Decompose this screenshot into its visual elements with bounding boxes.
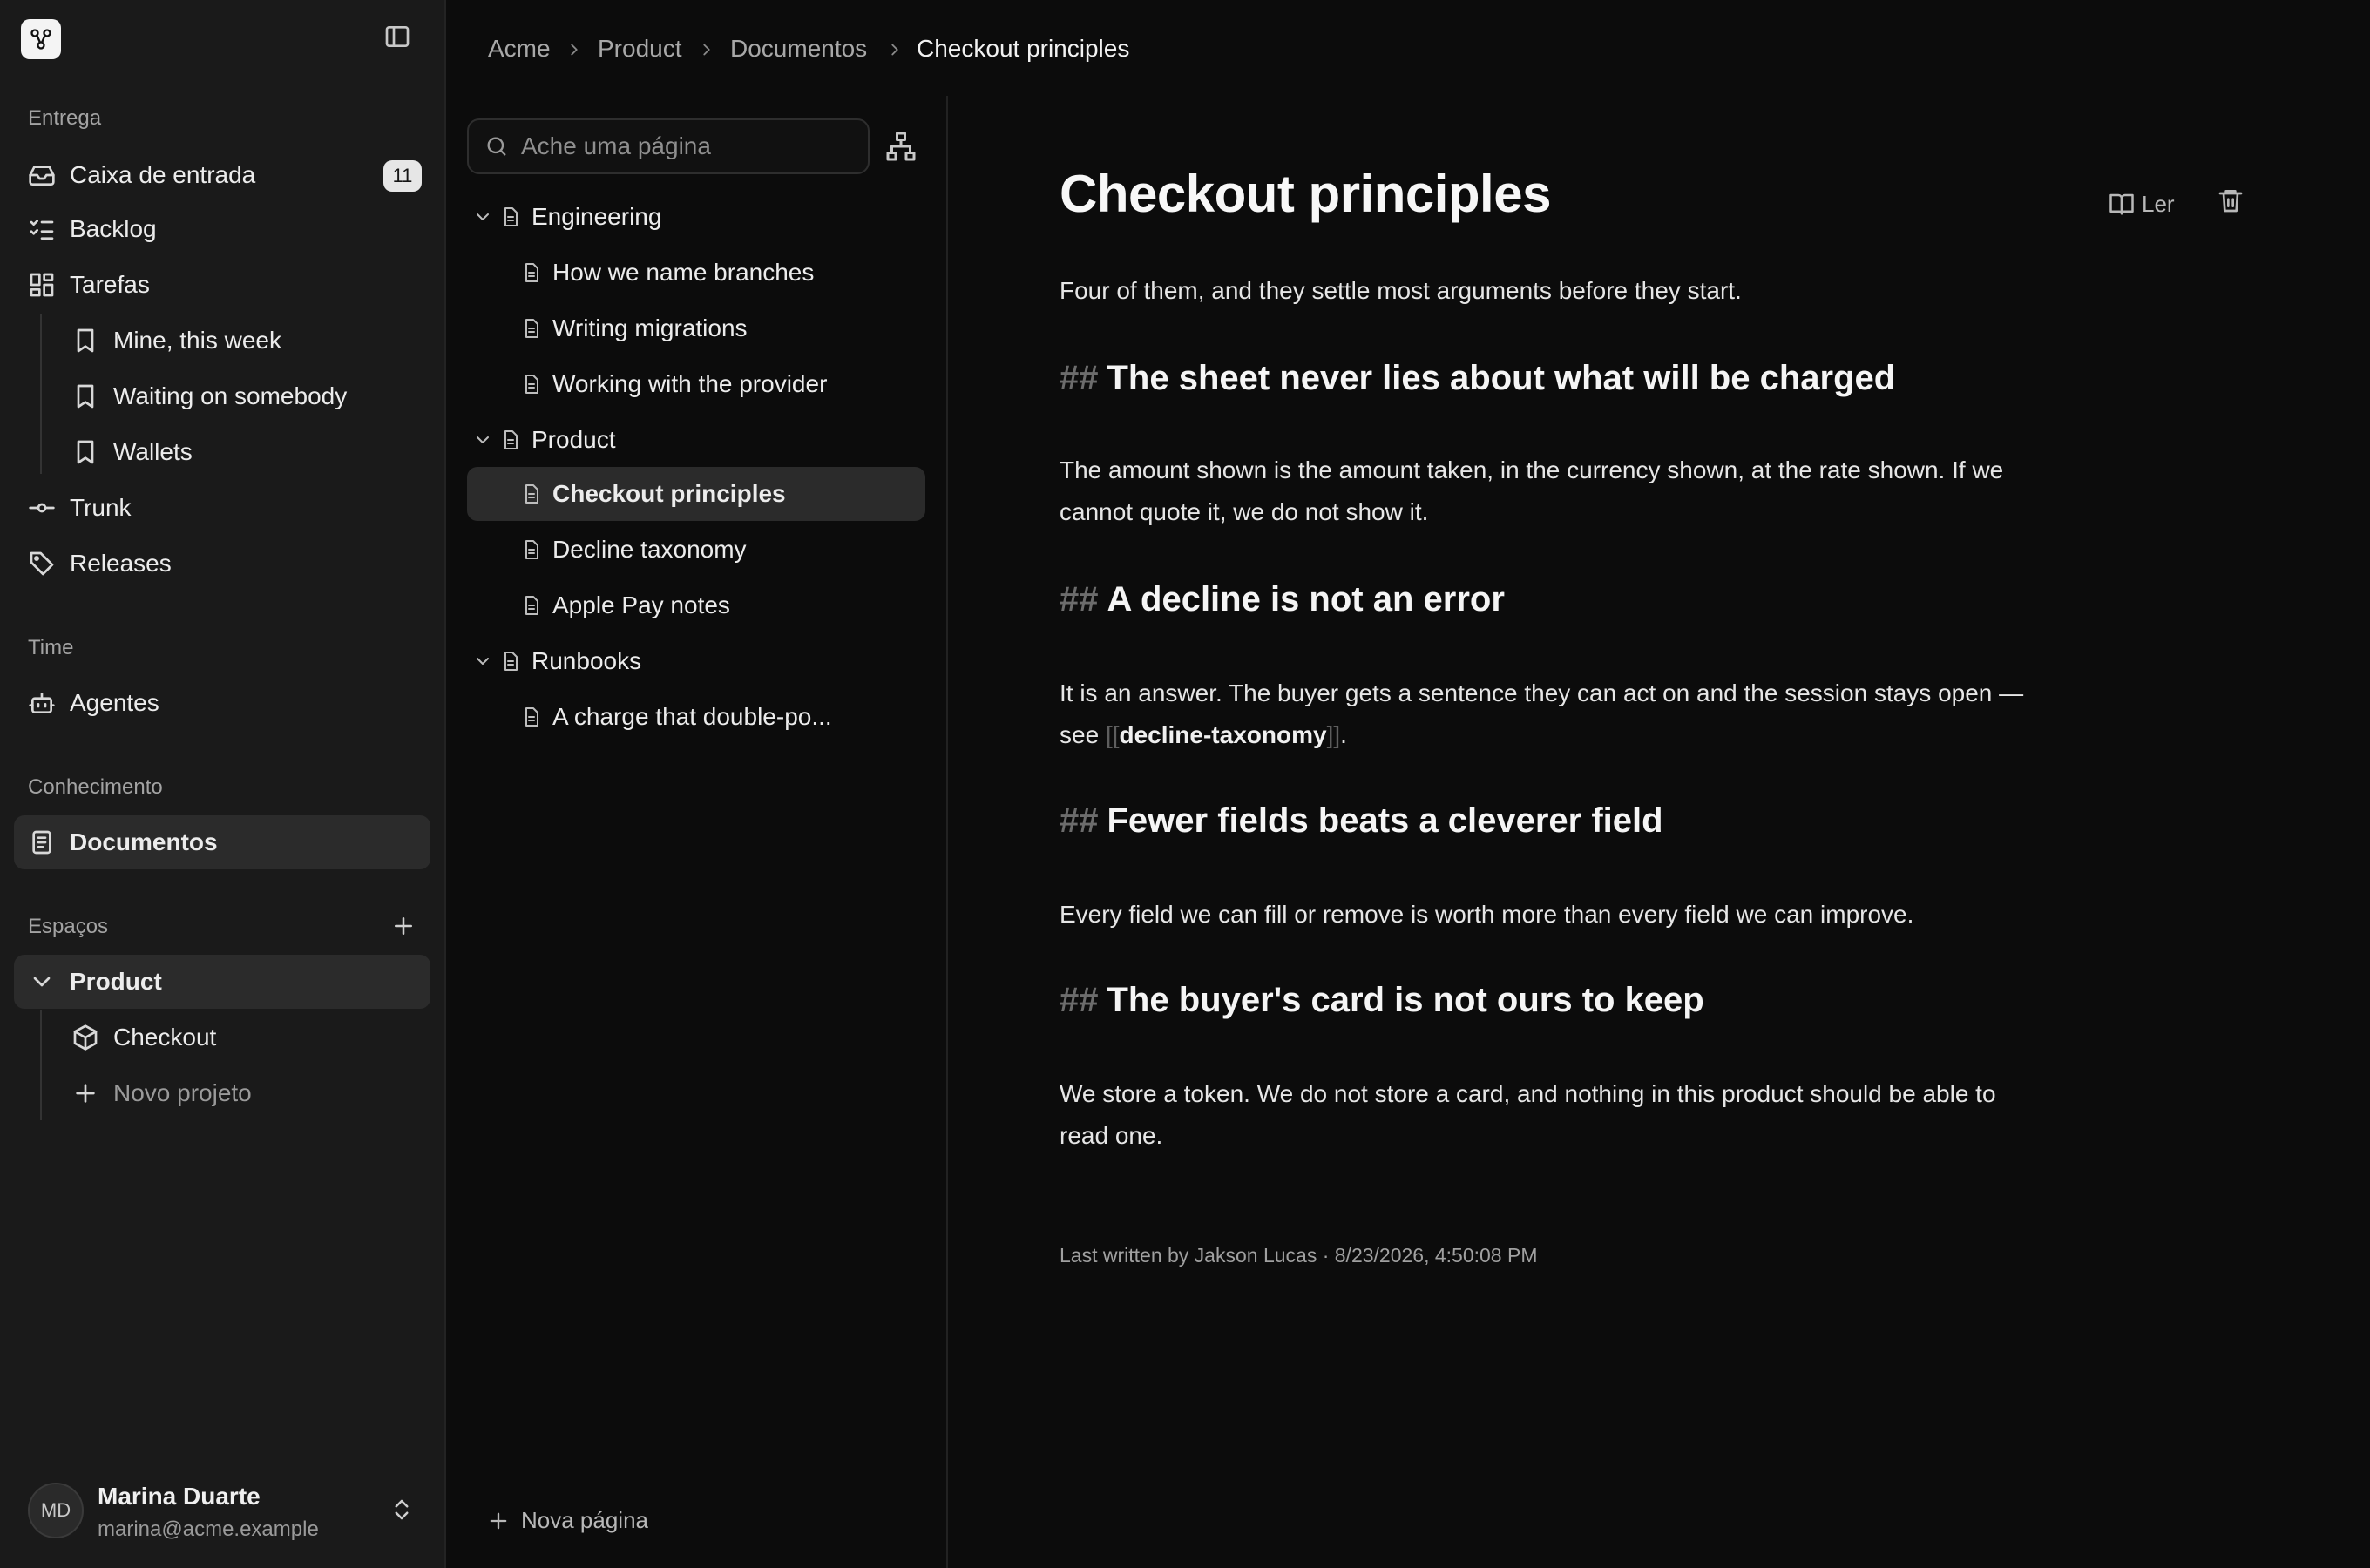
file-text-icon <box>521 483 542 504</box>
doc-paragraph <box>1060 672 2044 756</box>
chevron-right-icon <box>697 40 716 59</box>
wikilink-open: [[ <box>1105 721 1120 748</box>
file-text-icon <box>521 706 542 727</box>
bot-icon <box>28 689 56 717</box>
file-text-icon <box>500 429 521 450</box>
heading-marker: ## <box>1060 359 1099 397</box>
trash-icon <box>2217 186 2245 214</box>
inbox-count-badge: 11 <box>383 160 422 192</box>
tree-item-label: Runbooks <box>532 647 642 674</box>
tree-item-label: Working with the provider <box>552 370 828 397</box>
heading-text: The sheet never lies about what will be charged <box>1107 359 1896 397</box>
sidebar-item-label: Product <box>70 968 162 995</box>
sidebar-item-label: Releases <box>70 550 172 577</box>
read-mode-button[interactable] <box>2109 186 2175 221</box>
bookmark-icon <box>71 327 99 355</box>
plus-icon <box>71 1079 99 1107</box>
tree-folder-engineering[interactable] <box>467 190 925 244</box>
new-page-button[interactable] <box>486 1507 648 1534</box>
doc-paragraph: Every field we can fill or remove is worth more than every field we can improve. <box>1060 901 1914 928</box>
tree-item-label: Decline taxonomy <box>552 536 747 563</box>
plus-icon <box>390 913 416 939</box>
tree-item-label: Writing migrations <box>552 314 748 341</box>
page-search-input[interactable] <box>521 132 852 160</box>
user-email: marina@acme.example <box>98 1517 319 1541</box>
bookmark-icon <box>71 438 99 466</box>
section-label-espacos: Espaços <box>28 915 109 938</box>
sidebar-view-waiting[interactable] <box>58 369 430 423</box>
sidebar-item-label: Trunk <box>70 494 132 521</box>
notebook-icon <box>28 828 56 856</box>
heading-text: Fewer fields beats a cleverer field <box>1107 801 1663 840</box>
inbox-icon <box>28 161 56 189</box>
heading-marker: ## <box>1060 801 1099 840</box>
tree-item-label: How we name branches <box>552 259 815 286</box>
tree-page[interactable] <box>467 578 925 632</box>
chevron-right-icon <box>885 40 904 59</box>
app-logo[interactable] <box>21 19 61 59</box>
chevron-down-icon <box>472 206 493 227</box>
sidebar-project-checkout[interactable] <box>58 1010 430 1064</box>
user-name: Marina Duarte <box>98 1483 261 1510</box>
file-text-icon <box>500 651 521 672</box>
last-edited-meta: Last written by Jakson Lucas · 8/23/2026, 4:50:08 PM <box>1060 1244 1538 1267</box>
tree-item-label: Apple Pay notes <box>552 591 730 618</box>
sidebar-view-wallets[interactable] <box>58 425 430 479</box>
box-icon <box>71 1024 99 1051</box>
sidebar-space-product[interactable] <box>14 955 430 1009</box>
account-switcher-button[interactable] <box>389 1497 415 1523</box>
file-text-icon <box>521 539 542 560</box>
sidebar-item-releases[interactable] <box>14 537 430 591</box>
paragraph-text: It is an answer. The buyer gets a sentence they can act on and the session stays open — see <box>1060 679 2024 748</box>
doc-paragraph: The amount shown is the amount taken, in the currency shown, at the rate shown. If we cannot quote it, we do not show it. <box>1060 456 2004 525</box>
heading-marker: ## <box>1060 981 1099 1019</box>
doc-intro: Four of them, and they settle most arguments before they start. <box>1060 277 1742 304</box>
tree-page-active[interactable] <box>467 467 925 521</box>
page-search[interactable] <box>467 118 870 174</box>
heading-text: A decline is not an error <box>1107 580 1505 618</box>
add-space-button[interactable] <box>390 913 416 939</box>
tree-line <box>40 1010 42 1120</box>
tree-view-button[interactable] <box>885 131 917 162</box>
tree-item-label: Product <box>532 426 616 453</box>
paragraph-text: . <box>1340 721 1347 748</box>
plus-icon <box>486 1509 511 1533</box>
tree-page[interactable] <box>467 246 925 300</box>
chevron-down-icon <box>472 651 493 672</box>
read-label: Ler <box>2142 190 2175 217</box>
heading-text: The buyer's card is not ours to keep <box>1107 981 1704 1019</box>
sidebar-item-documentos[interactable] <box>14 815 430 869</box>
sidebar-item-agentes[interactable] <box>14 676 430 730</box>
tree-page[interactable] <box>467 523 925 577</box>
tree-page[interactable] <box>467 357 925 411</box>
sidebar-item-label: Documentos <box>70 828 218 855</box>
layout-grid-icon <box>28 271 56 299</box>
sidebar-item-inbox[interactable] <box>14 148 430 202</box>
delete-page-button[interactable] <box>2217 186 2245 214</box>
chevron-right-icon <box>565 40 584 59</box>
section-label-entrega: Entrega <box>28 106 102 130</box>
sidebar-item-tarefas[interactable] <box>14 258 430 312</box>
tree-item-label: Engineering <box>532 203 662 230</box>
breadcrumb-product[interactable]: Product <box>598 35 682 62</box>
tree-folder-runbooks[interactable] <box>467 634 925 688</box>
bookmark-icon <box>71 382 99 410</box>
tree-folder-product[interactable] <box>467 413 925 467</box>
file-text-icon <box>521 318 542 339</box>
sidebar-view-mine[interactable] <box>58 314 430 368</box>
sidebar-item-label: Novo projeto <box>113 1079 252 1106</box>
sitemap-icon <box>885 131 917 162</box>
sidebar-item-label: Checkout <box>113 1024 217 1051</box>
new-page-label: Nova página <box>521 1507 648 1533</box>
section-label-time: Time <box>28 636 74 659</box>
sidebar <box>0 0 446 1568</box>
section-label-conhecimento: Conhecimento <box>28 775 163 799</box>
breadcrumb-acme[interactable]: Acme <box>488 35 551 62</box>
new-project-button[interactable] <box>58 1066 430 1120</box>
list-checks-icon <box>28 215 56 243</box>
tree-line <box>40 314 42 474</box>
sidebar-item-backlog[interactable] <box>14 202 430 256</box>
heading-marker: ## <box>1060 580 1099 618</box>
logo-icon <box>29 27 53 51</box>
sidebar-item-label: Waiting on somebody <box>113 382 348 409</box>
tree-page[interactable] <box>467 301 925 355</box>
file-text-icon <box>521 595 542 616</box>
book-open-icon <box>2109 191 2135 217</box>
tree-page[interactable] <box>467 690 925 744</box>
chevron-down-icon <box>28 968 56 996</box>
doc-heading <box>1060 359 1895 398</box>
doc-heading <box>1060 580 1505 619</box>
sidebar-item-trunk[interactable] <box>14 481 430 535</box>
sidebar-item-label: Wallets <box>113 438 193 465</box>
file-text-icon <box>500 206 521 227</box>
sidebar-item-label: Tarefas <box>70 271 150 298</box>
file-text-icon <box>521 262 542 283</box>
page-title[interactable]: Checkout principles <box>1060 165 1551 223</box>
sidebar-item-label: Agentes <box>70 689 159 716</box>
search-icon <box>484 134 509 159</box>
sidebar-item-label: Caixa de entrada <box>70 161 256 188</box>
file-text-icon <box>521 374 542 395</box>
tree-item-label: Checkout principles <box>552 480 786 507</box>
doc-paragraph: We store a token. We do not store a card, and nothing in this product should be able to read one. <box>1060 1080 1996 1149</box>
tag-icon <box>28 550 56 578</box>
doc-heading <box>1060 981 1704 1020</box>
wikilink-close: ]] <box>1326 721 1341 748</box>
chevron-down-icon <box>472 429 493 450</box>
git-commit-icon <box>28 494 56 522</box>
sidebar-toggle-icon <box>383 23 411 51</box>
breadcrumb-current: Checkout principles <box>917 35 1130 62</box>
sidebar-item-label: Backlog <box>70 215 157 242</box>
avatar[interactable]: MD <box>28 1483 84 1538</box>
doc-heading <box>1060 801 1663 841</box>
breadcrumb-documentos[interactable]: Documentos <box>730 35 868 62</box>
sidebar-item-label: Mine, this week <box>113 327 281 354</box>
wikilink-decline-taxonomy[interactable]: decline-taxonomy <box>1119 721 1327 748</box>
tree-item-label: A charge that double-po... <box>552 703 832 730</box>
chevrons-up-down-icon <box>389 1497 415 1523</box>
toggle-sidebar-button[interactable] <box>383 23 411 57</box>
